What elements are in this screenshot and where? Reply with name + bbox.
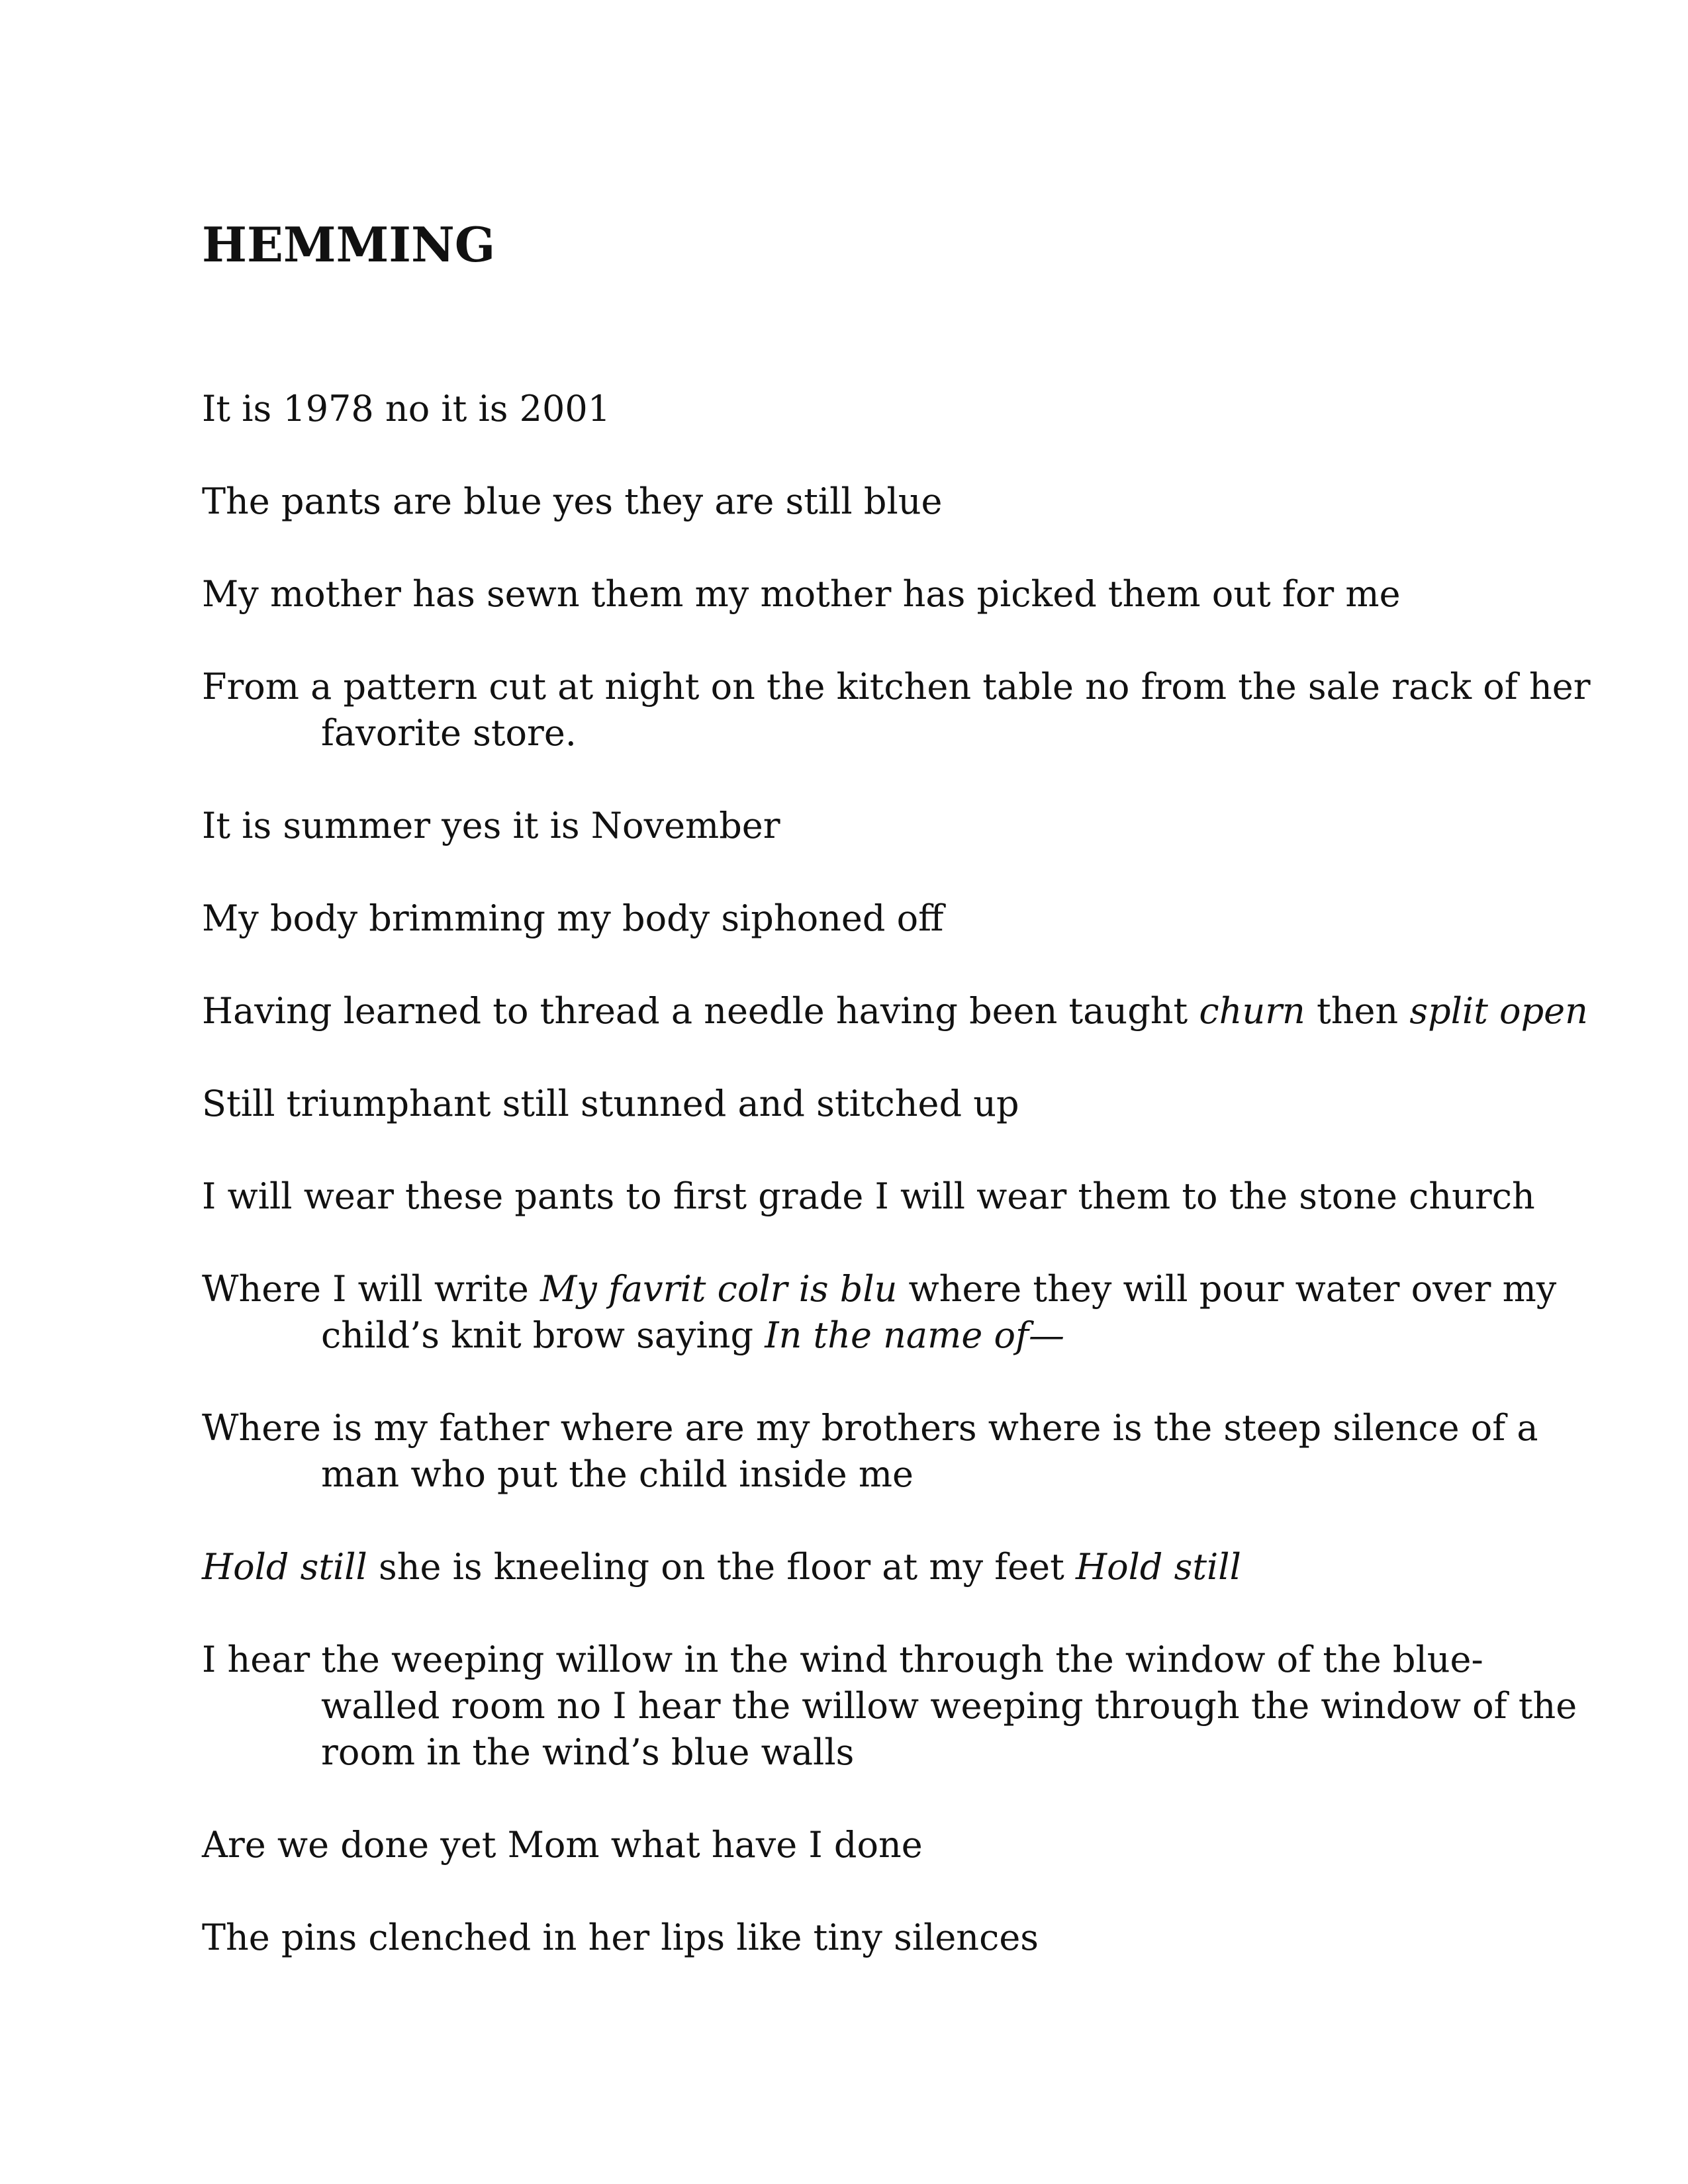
poem-line-9: I will wear these pants to first grade I will wear them to the stone church <box>202 1175 1535 1217</box>
poem-line-14: Are we done yet Mom what have I done <box>202 1824 923 1866</box>
poem-line-11: Where is my father where are my brothers where is the steep silence of a man who put the child inside me <box>202 1407 1538 1495</box>
line-7-italic-churn: churn <box>1199 990 1305 1032</box>
poem-line-3: My mother has sewn them my mother has picked them out for me <box>202 573 1401 615</box>
poem-line-7 <box>202 988 1592 1034</box>
poem-line-4: From a pattern cut at night on the kitchen table no from the sale rack of her favorite store. <box>202 666 1591 754</box>
poem-body <box>202 386 1592 2007</box>
poem-line-5: It is summer yes it is November <box>202 805 780 846</box>
poem-line-6: My body brimming my body siphoned off <box>202 897 944 939</box>
line-10-text-a: Where I will write <box>202 1268 540 1310</box>
poem-line-13: I hear the weeping willow in the wind through the window of the blue-walled room no I hear the willow weeping through the window of the room in the wind’s blue walls <box>202 1639 1577 1773</box>
line-12-italic-hold-still-2: Hold still <box>1076 1546 1241 1588</box>
line-10-italic-favrit: My favrit colr is blu <box>540 1268 898 1310</box>
poem-title: HEMMING <box>202 216 496 273</box>
line-10-text-c: where they will pour water over my child’s knit brow saying <box>321 1268 1557 1356</box>
poem-line-15: The pins clenched in her lips like tiny silences <box>202 1917 1039 1958</box>
poem-line-2: The pants are blue yes they are still blue <box>202 480 943 522</box>
poem-line-1: It is 1978 no it is 2001 <box>202 388 611 430</box>
line-10-italic-name-of: In the name of— <box>765 1314 1064 1356</box>
line-7-text-c: then <box>1305 990 1410 1032</box>
poem-line-12 <box>202 1544 1592 1590</box>
line-12-italic-hold-still-1: Hold still <box>202 1546 367 1588</box>
line-12-text-b: she is kneeling on the floor at my feet <box>367 1546 1076 1588</box>
line-7-italic-split-open: split open <box>1409 990 1588 1032</box>
poem-line-8: Still triumphant still stunned and stitched up <box>202 1083 1019 1124</box>
poem-line-10 <box>202 1266 1592 1359</box>
line-7-text-a: Having learned to thread a needle having been taught <box>202 990 1199 1032</box>
